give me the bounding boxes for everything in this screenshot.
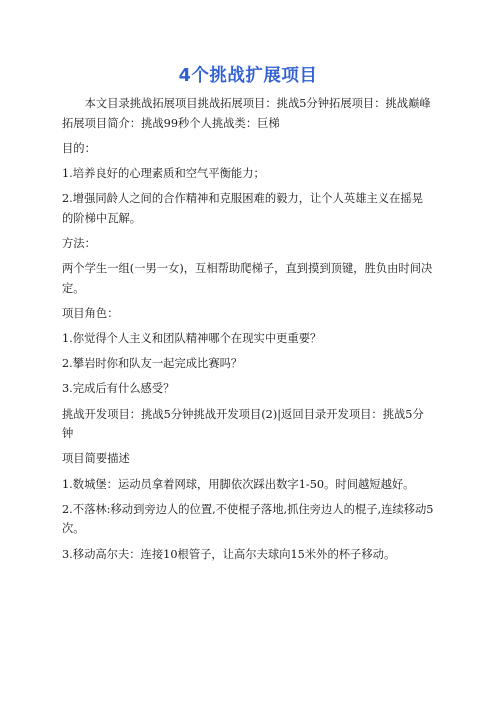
paragraph: 1.培养良好的心理素质和空气平衡能力；: [62, 166, 265, 180]
paragraph: 本文目录挑战拓展项目挑战拓展项目：挑战5分钟拓展项目：挑战巅峰拓展项目简介：挑战99秒个人挑战类：巨梯: [62, 97, 431, 130]
paragraph: 1.你觉得个人主义和团队精神哪个在现实中更重要？: [62, 332, 322, 346]
paragraph: 挑战开发项目：挑战5分钟挑战开发项目(2)|返回目录开发项目：挑战5分钟: [62, 407, 424, 441]
paragraph: 3.完成后有什么感受？: [62, 382, 175, 396]
paragraph: 目的：: [62, 141, 96, 155]
paragraph: 3.移动高尔夫：连接10根管子，让高尔夫球向15米外的杯子移动。: [62, 547, 396, 561]
paragraph: 2.攀岩时你和队友一起完成比赛吗？: [62, 357, 243, 371]
paragraph: 1.数城堡：运动员拿着网球，用脚依次踩出数字1-50。时间越短越好。: [62, 477, 415, 491]
paragraph: 方法：: [62, 236, 96, 250]
document-title: 4个挑战扩展项目: [178, 66, 318, 86]
paragraph: 两个学生一组(一男一女)，互相帮助爬梯子，直到摸到顶键，胜负由时间决定。: [62, 262, 433, 295]
document-body: [62, 94, 434, 570]
paragraph: 项目角色：: [62, 306, 119, 320]
paragraph: 2.不落林:移动到旁边人的位置,不使棍子落地,抓住旁边人的棍子,连续移动5次。: [62, 502, 434, 536]
paragraph: 项目简要描述: [62, 452, 130, 466]
paragraph: 2.增强同龄人之间的合作精神和克服困难的毅力，让个人英雄主义在摇晃的阶梯中瓦解。: [62, 192, 423, 225]
